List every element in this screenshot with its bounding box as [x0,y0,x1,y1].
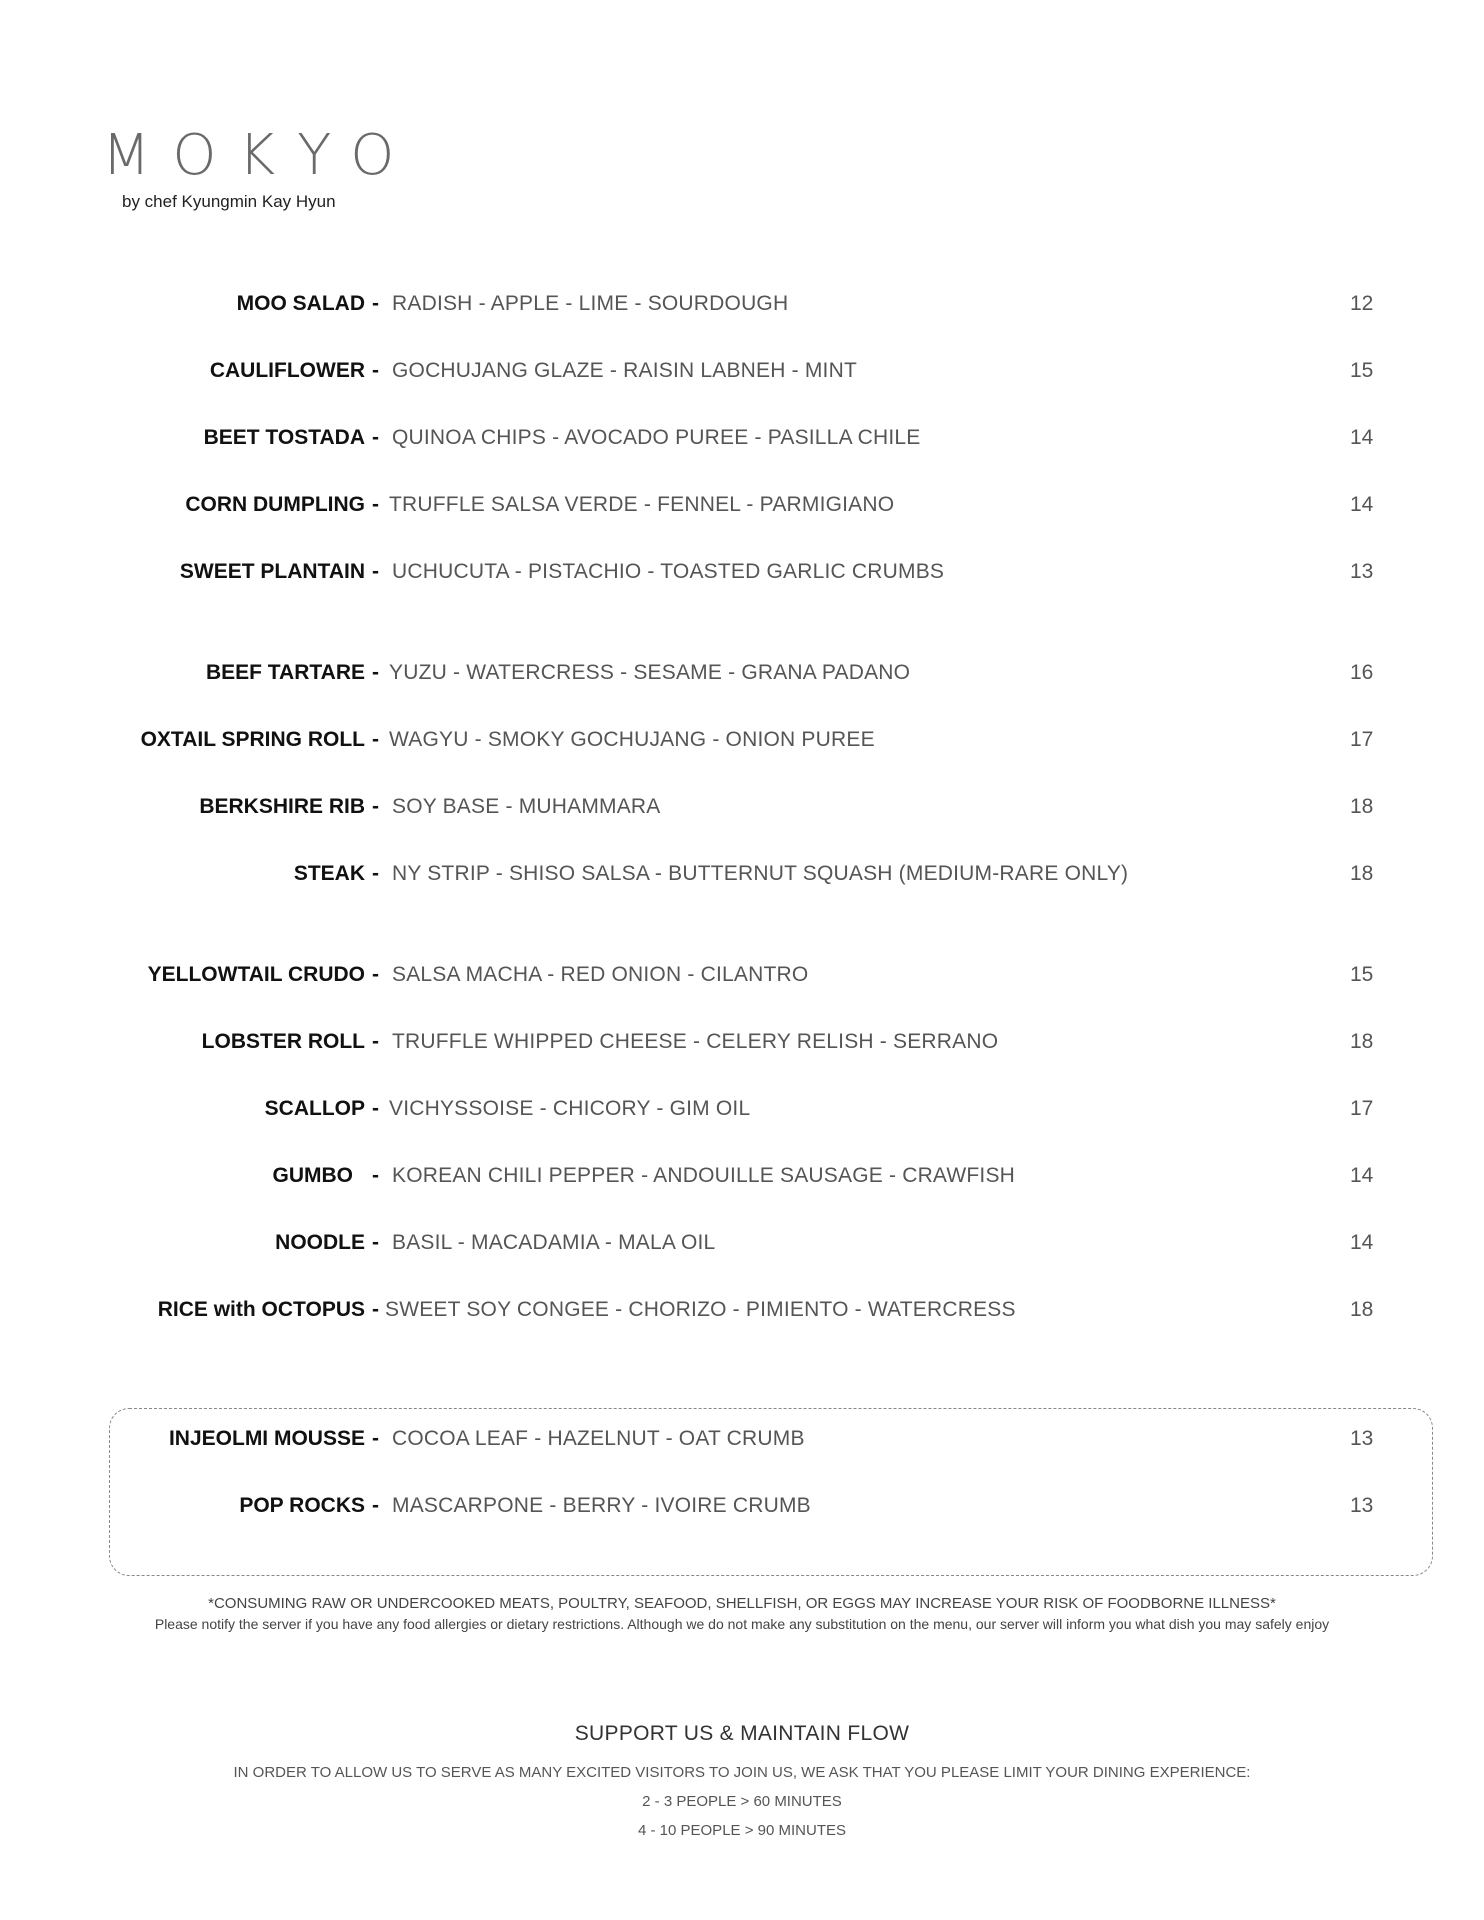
item-description: BASIL - MACADAMIA - MALA OIL [392,1231,716,1254]
support-limit-small-party: 2 - 3 PEOPLE > 60 MINUTES [642,1793,842,1810]
item-name: RICE with OCTOPUS [157,1298,365,1321]
item-price: 14 [1350,1164,1374,1187]
item-price: 17 [1350,1097,1374,1120]
item-description: QUINOA CHIPS - AVOCADO PUREE - PASILLA CHILE [392,426,921,449]
separator: - [372,963,379,986]
item-price: 18 [1350,1030,1374,1053]
item-name: BEET TOSTADA [203,426,365,449]
dessert-item [0,1424,1484,1454]
separator: - [372,1427,379,1450]
menu-item [0,960,1484,990]
item-name: BEEF TARTARE [205,661,365,684]
item-description: SOY BASE - MUHAMMARA [392,795,661,818]
item-name: BERKSHIRE RIB [199,795,365,818]
item-price: 14 [1350,1231,1374,1254]
disclaimer-warning: *CONSUMING RAW OR UNDERCOOKED MEATS, POULTRY, SEAFOOD, SHELLFISH, OR EGGS MAY INCREASE YOUR RISK OF FOODBORNE ILLNESS* [208,1595,1276,1612]
item-description: UCHUCUTA - PISTACHIO - TOASTED GARLIC CRUMBS [392,560,945,583]
menu-item [0,1295,1484,1325]
item-price: 18 [1350,1298,1374,1321]
disclaimer-allergy-note: Please notify the server if you have any food allergies or dietary restrictions. Although we do not make any substitution on the menu, our server will inform you what dish you may safely enjoy [154,1616,1330,1632]
item-price: 15 [1350,963,1374,986]
item-price: 14 [1350,493,1374,516]
dessert-item [0,1491,1484,1521]
item-name: STEAK [293,862,365,885]
item-name: LOBSTER ROLL [201,1030,365,1053]
menu-item [0,1094,1484,1124]
menu-item [0,792,1484,822]
separator: - [372,359,379,382]
item-name: OXTAIL SPRING ROLL [140,728,365,751]
separator: - [372,728,379,751]
item-name: NOODLE [275,1231,365,1254]
item-name: POP ROCKS [239,1494,365,1517]
item-description: RADISH - APPLE - LIME - SOURDOUGH [392,292,789,315]
menu-item [0,423,1484,453]
separator: - [372,560,379,583]
byline: by chef Kyungmin Kay Hyun [122,192,336,211]
item-name: SWEET PLANTAIN [179,560,365,583]
separator: - [372,292,379,315]
item-price: 13 [1350,560,1374,583]
menu-item [0,1228,1484,1258]
separator: - [372,795,379,818]
item-price: 14 [1350,426,1374,449]
item-price: 18 [1350,862,1374,885]
support-limit-large-party: 4 - 10 PEOPLE > 90 MINUTES [637,1822,846,1839]
item-description: MASCARPONE - BERRY - IVOIRE CRUMB [392,1494,811,1517]
item-price: 17 [1350,728,1374,751]
menu-item [0,1027,1484,1057]
support-intro: IN ORDER TO ALLOW US TO SERVE AS MANY EXCITED VISITORS TO JOIN US, WE ASK THAT YOU PLEASE LIMIT YOUR DINING EXPERIENCE: [233,1764,1251,1781]
item-price: 15 [1350,359,1374,382]
separator: - [372,426,379,449]
item-description: TRUFFLE SALSA VERDE - FENNEL - PARMIGIANO [389,493,895,516]
separator: - [372,1097,379,1120]
item-description: SWEET SOY CONGEE - CHORIZO - PIMIENTO - WATERCRESS [385,1298,1016,1321]
item-name: GUMBO [272,1164,353,1187]
separator: - [372,862,379,885]
separator: - [372,1164,379,1187]
support-title: SUPPORT US & MAINTAIN FLOW [574,1722,910,1745]
menu-item [0,725,1484,755]
item-price: 18 [1350,795,1374,818]
item-name: MOO SALAD [236,292,365,315]
separator: - [372,493,379,516]
menu-item [0,557,1484,587]
item-description: WAGYU - SMOKY GOCHUJANG - ONION PUREE [389,728,875,751]
separator: - [372,1298,379,1321]
item-price: 16 [1350,661,1374,684]
separator: - [372,1494,379,1517]
item-price: 12 [1350,292,1374,315]
menu-item [0,490,1484,520]
menu-item [0,289,1484,319]
item-name: CORN DUMPLING [185,493,365,516]
menu-item [0,356,1484,386]
item-price: 13 [1350,1494,1374,1517]
item-name: INJEOLMI MOUSSE [168,1427,365,1450]
item-name: CAULIFLOWER [209,359,365,382]
item-description: TRUFFLE WHIPPED CHEESE - CELERY RELISH - SERRANO [392,1030,999,1053]
item-description: VICHYSSOISE - CHICORY - GIM OIL [389,1097,751,1120]
item-name: YELLOWTAIL CRUDO [147,963,365,986]
menu-item [0,859,1484,889]
item-description: COCOA LEAF - HAZELNUT - OAT CRUMB [392,1427,805,1450]
menu-item [0,658,1484,688]
item-description: GOCHUJANG GLAZE - RAISIN LABNEH - MINT [392,359,857,382]
menu-item [0,1161,1484,1191]
item-description: SALSA MACHA - RED ONION - CILANTRO [392,963,809,986]
item-description: YUZU - WATERCRESS - SESAME - GRANA PADANO [389,661,911,684]
separator: - [372,1231,379,1254]
item-name: SCALLOP [264,1097,365,1120]
separator: - [372,1030,379,1053]
item-description: KOREAN CHILI PEPPER - ANDOUILLE SAUSAGE - CRAWFISH [392,1164,1016,1187]
logo: MOKYO [102,123,417,188]
item-description: NY STRIP - SHISO SALSA - BUTTERNUT SQUASH (MEDIUM-RARE ONLY) [392,862,1129,885]
separator: - [372,661,379,684]
item-price: 13 [1350,1427,1374,1450]
